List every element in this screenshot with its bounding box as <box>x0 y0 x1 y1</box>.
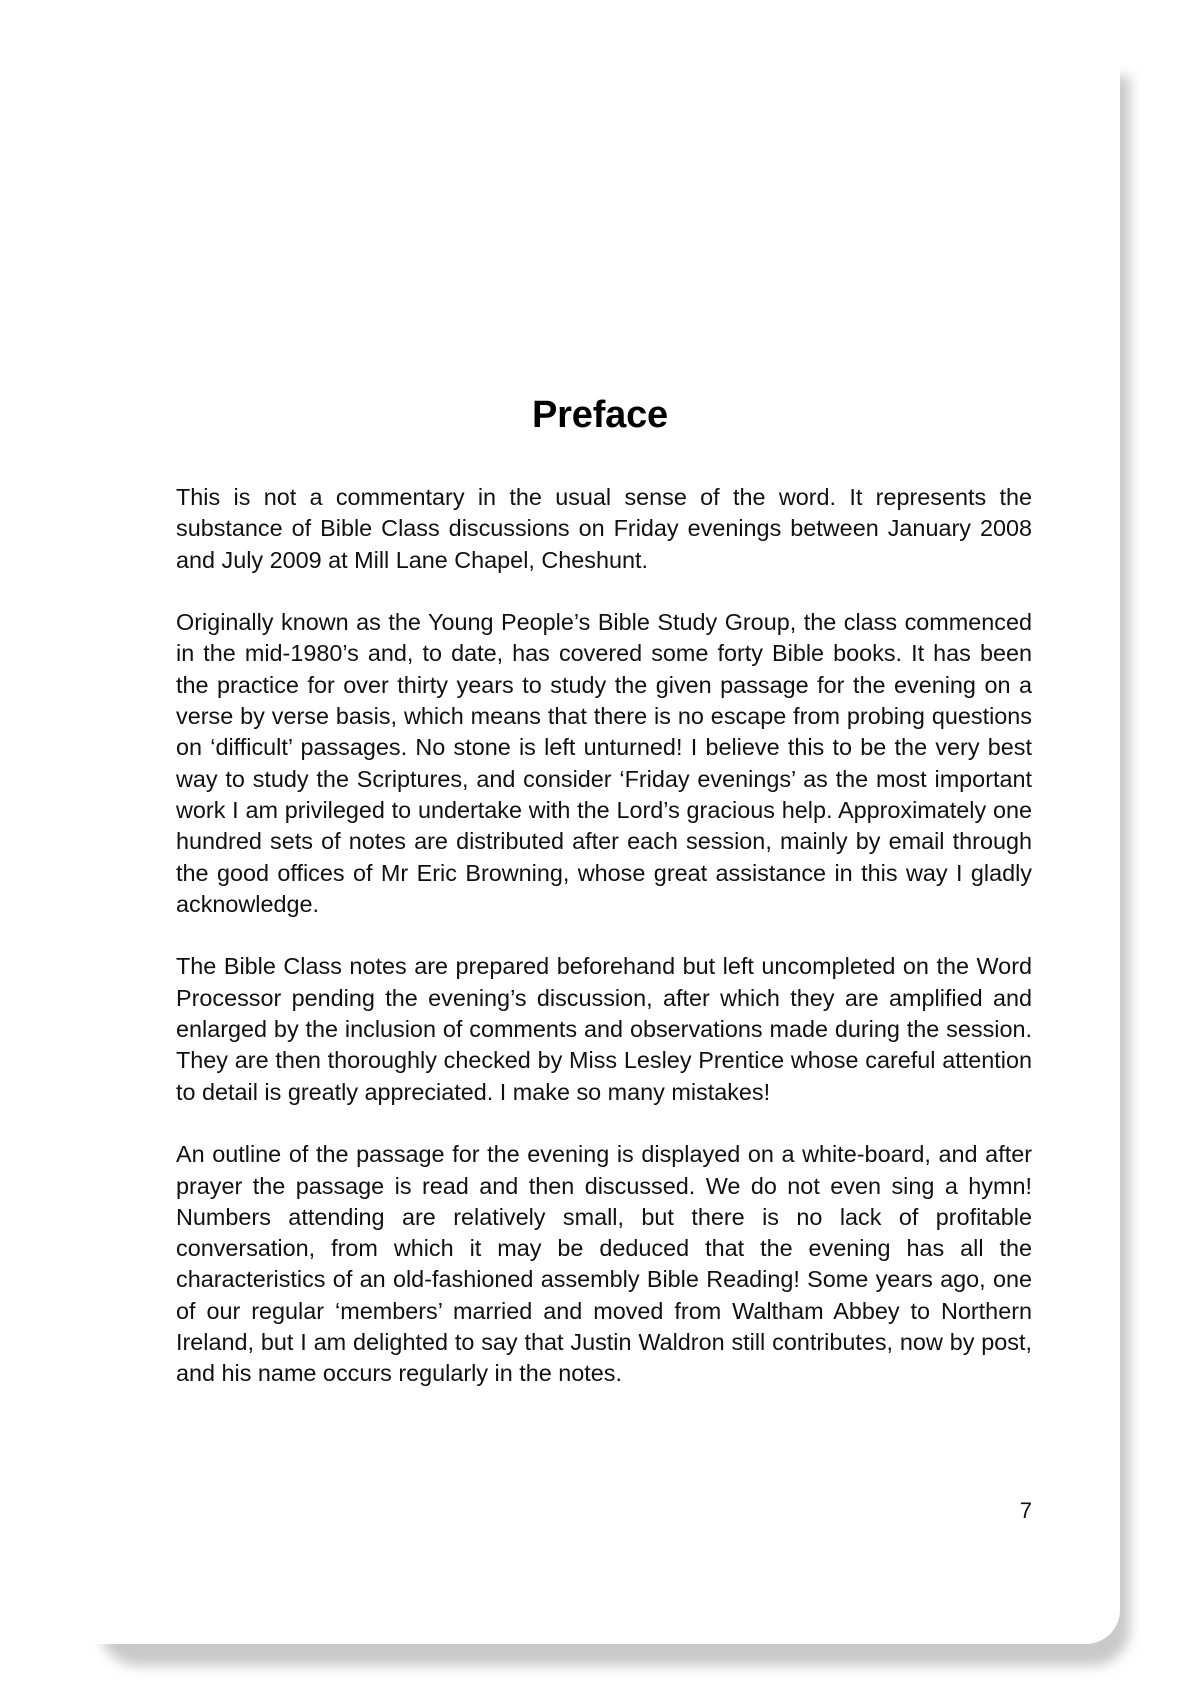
paragraph-2: Originally known as the Young People’s Bible Study Group, the class commenced in the mid-1980’s and, to date, has covered some forty Bible books. It has been the practice for over thirty years to study the given passage for the evening on a verse by verse basis, which means that there is no escape from probing questions on ‘difficult’ passages. No stone is left unturned! I believe this to be the very best way to study the Scriptures, and consider ‘Friday evenings’ as the most important work I am privileged to undertake with the Lord’s gracious help. Approximately one hundred sets of notes are distributed after each session, mainly by email through the good offices of Mr Eric Browning, whose great assistance in this way I gladly acknowledge. <box>176 609 1032 917</box>
body-text <box>176 482 1032 1421</box>
paragraph-3: The Bible Class notes are prepared beforehand but left uncompleted on the Word Processor pending the evening’s discussion, after which they are amplified and enlarged by the inclusion of comments and observations made during the session. They are then thoroughly checked by Miss Lesley Prentice whose careful attention to detail is greatly appreciated. I make so many mistakes! <box>176 953 1032 1105</box>
page-number: 7 <box>1019 1498 1032 1523</box>
page-title: Preface <box>532 394 668 436</box>
paragraph-1: This is not a commentary in the usual sense of the word. It represents the substance of Bible Class discussions on Friday evenings between January 2008 and July 2009 at Mill Lane Chapel, Cheshunt. <box>176 484 1032 573</box>
paragraph-4: An outline of the passage for the evening is displayed on a white-board, and after prayer the passage is read and then discussed. We do not even sing a hymn! Numbers attending are relatively small, but there is no lack of profitable conversation, from which it may be deduced that the evening has all the characteristics of an old-fashioned assembly Bible Reading! Some years ago, one of our regular ‘members’ married and moved from Waltham Abbey to Northern Ireland, but I am delighted to say that Justin Waldron still contributes, now by post, and his name occurs regularly in the notes. <box>176 1141 1032 1387</box>
